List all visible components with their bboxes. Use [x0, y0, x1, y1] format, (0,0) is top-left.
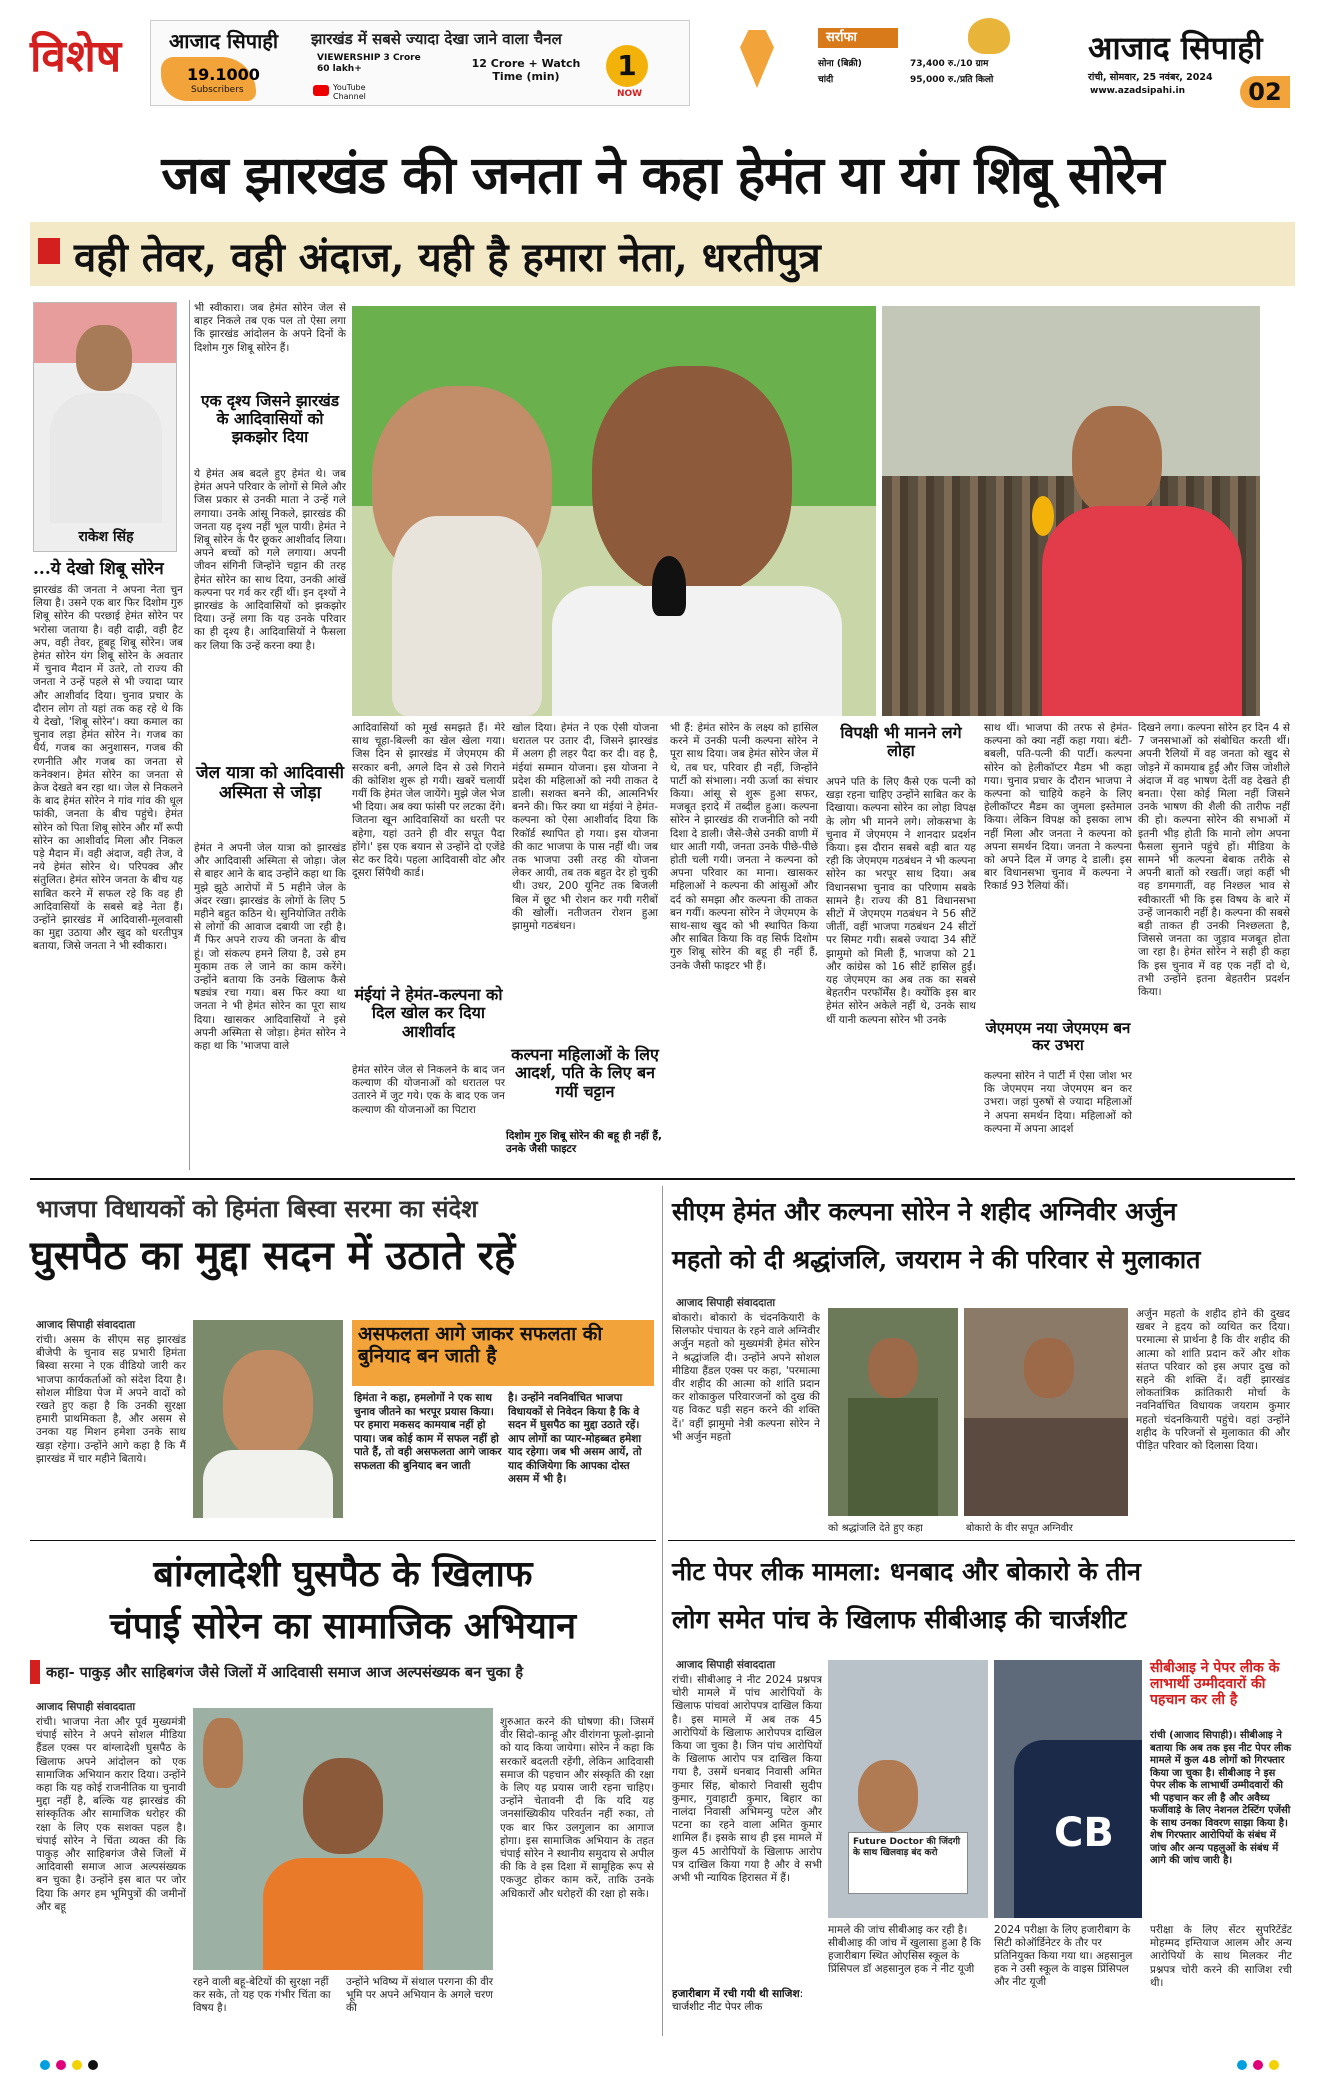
himanta-photo [193, 1320, 343, 1518]
story5-subhead [672, 1988, 822, 2014]
story4-headline-2: चंपाई सोरेन का सामाजिक अभियान [109, 1605, 577, 1647]
story2-headline: घुसपैठ का मुद्दा सदन में उठाते रहें [30, 1232, 516, 1279]
story4-text-b: शुरुआत करने की घोषणा की। जिसमें वीर सिदो-कान्हू और वीरांगना फूलो-झानो को याद किया जायेगा। सोरेन ने कहा कि सरकारें बदलती रहेंगी, लेकिन आदिवासी समाज की पहचान और संस्कृति की रक्षा के लिए यह प्रयास जारी रहना चाहिए। उन्होंने चेतावनी दी कि यदि यह जनसांख्यिकीय परिवर्तन नहीं रुका, तो एक बार फिर उलगुलान का आगाज होगा। इस सामाजिक अभियान के तहत चंपाई सोरेन ने स्थानीय समुदाय से अपील की कि वे इस दिशा में सामूहिक रूप से एकजुट होकर काम करें, ताकि उनके अधिकारों और धरोहरों की रक्षा हो सके। [500, 1716, 654, 1900]
story3-text-a: बोकारो। बोकारो के चंदनकियारी के सिलफोर पंचायत के रहने वाले अग्निवीर अर्जुन महतो को मुख्यमंत्री हेमंत सोरेन ने श्रद्धांजलि दी। उन्होंने अपने सोशल मीडिया हैंडल एक्स पर कहा, 'परमात्मा वीर शहीद की आत्मा को शांति प्रदान कर शोकाकुल परिवारजनों को दुख की यह विकट घड़ी सहन करने की शक्ति दें।' वहीं झामुमो नेत्री कल्पना सोरेन ने भी अर्जुन महतो [672, 1312, 820, 1443]
sarafa-box [818, 28, 1018, 104]
soldier-photo [828, 1308, 958, 1516]
story5-caption: मामले की जांच सीबीआइ कर रही है। सीबीआइ की जांच में खुलासा हुआ है कि हजारीबाग स्थित ओएसिस स्कूल के प्रिंसिपल डॉ अहसानुल हक ने नीट यूजी [828, 1924, 981, 1975]
col3-text-a: आदिवासियों को मूर्ख समझते हैं। मेरे साथ चूहा-बिल्ली का खेल खेला गया। जिस दिन से झारखंड में जेएमएम की सरकार बनी, अगले दिन से उसे गिराने की कोशिश शुरू हो गयी। खबरें चलायीं गयीं कि हेमंत जेल जायेंगे। मुझे जेल भेज भी दिया। अब क्या फांसी पर लटका देंगे। जितना खून आदिवासियों का धरती पर बहेगा, यहां उतने ही वीर सपूत पैदा होंगे।' इस एक बयान से उन्होंने दो एजेंडे सेट कर दिये। पहला आदिवासी वोट और दूसरा सिंपैथी कार्ड। [352, 722, 505, 880]
col7-text-b: कल्पना सोरेन ने पार्टी में ऐसा जोश भर कि जेएमएम नया जेएमएम बन कर उभरा। जहां पुरुषों से ज्यादा महिलाओं ने अपना समर्थन दिया। महिलाओं को कल्पना में अपना आदर्श [984, 1070, 1132, 1135]
page-number-badge [1240, 76, 1290, 108]
photo-face [303, 1758, 383, 1854]
story5-side-head: सीबीआइ ने पेपर लीक के लाभार्थी उम्मीदवारों की पहचान कर ली है [1150, 1660, 1280, 1709]
story4-headline-1: बांग्लादेशी घुसपैठ के खिलाफ [153, 1553, 533, 1595]
photo-kalpana-body [1042, 506, 1242, 716]
col2-subhead: एक दृश्य जिसने झारखंड के आदिवासियों को झकझोर दिया [200, 391, 340, 446]
paper-name: आजाद सिपाही [1088, 29, 1263, 67]
ad-subscribers-label: Subscribers [191, 85, 244, 95]
lead-photo-kalpana [882, 306, 1260, 716]
story5-caption2: 2024 परीक्षा के लिए हजारीबाग के सिटी कोऑर्डिनेटर के तौर पर प्रतिनियुक्त किया गया था। अहसानुल हक ने उसी स्कूल के वाइस प्रिंसिपल और नीट यूजी [994, 1924, 1133, 1988]
ad-tagline: झारखंड में सबसे ज्यादा देखा जाने वाला चैनल [311, 30, 562, 48]
photo-garland [263, 1858, 423, 1970]
story4-deck-bar [30, 1660, 40, 1684]
story3-caption1: को श्रद्धांजलि देते हुए कहा [828, 1523, 923, 1534]
ad-subscribers: 19.1000 [187, 65, 260, 84]
story5-subhead-bold: हजारीबाग में रची गयी थी साजिश [672, 1988, 800, 2000]
story3-text-b: अर्जुन महतो के शहीद होने की दुखद खबर ने हृदय को व्यथित कर दिया। परमात्मा से प्रार्थना है कि वीर शहीद की आत्मा को शांति प्रदान करें और शोक संतप्त परिवार को इस अपार दुख को सहने की शक्ति दें। वहीं झारखंड लोकतांत्रिक क्रांतिकारी मोर्चा के नवनिर्वाचित विधायक जयराम कुमार महतो चंदनकियारी पहुंचे। वहां उन्होंने शहीद के परिजनों से मुलाकात की और पीड़ित परिवार को दिलासा दिया। [1136, 1308, 1290, 1453]
ad-now: NOW [617, 89, 643, 99]
story2-quote-head: असफलता आगे जाकर सफलता की बुनियाद बन जाती है [358, 1323, 603, 1367]
col2-text-b: ये हेमंत अब बदले हुए हेमंत थे। जब हेमंत अपने परिवार के लोगों से मिले और जिस प्रकार से उनकी माता ने उन्हें गले लगाया। उनके आंसू निकले, झारखंड की जनता यह दृश्य नहीं भूल पायी। हेमंत ने शिबू सोरेन के पैर छूकर आशीर्वाद लिया। अपने बच्चों को गले लगाया। अपनी जीवन संगिनी जिन्होंने चट्टान की तरह हेमंत सोरेन का साथ दिया, उनकी आंखें कल्पना पर गर्व कर रहीं थीं। इन दृश्यों ने झारखंड के आदिवासियों को झकझोर दिया। उन्हें लगा कि यह उनके परिवार का ही दृश्य है। आदिवासियों ने फैसला कर लिया कि उन्हें करना क्या है। [194, 468, 346, 652]
gold-label: सोना (बिक्री) [818, 59, 862, 69]
story4-caption: रहने वाली बहू-बेटियों की सुरक्षा नहीं कर सके, तो यह एक गंभीर चिंता का विषय है। [193, 1976, 331, 2014]
divider [662, 1186, 663, 2036]
story4-text-a: रांची। भाजपा नेता और पूर्व मुख्यमंत्री चंपाई सोरेन ने अपने सोशल मीडिया हैंडल एक्स पर बांग्लादेशी घुसपैठ के खिलाफ अपने आंदोलन को एक सामाजिक अभियान करार दिया। उन्होंने कहा कि यह कोई राजनीतिक या चुनावी मुद्दा नहीं है, बल्कि यह झारखंड की सांस्कृतिक और सामाजिक धरोहर की रक्षा के लिए एक सशक्त पहल है। चंपाई सोरेन ने चिंता व्यक्त की कि पाकुड़ और साहिबगंज जैसे जिलों में आदिवासी समाज आज अल्पसंख्यक बन चुका है। उन्होंने इस बात पर जोर दिया कि अगर हम भूमिपुत्रों की जमीनों और बहू [36, 1716, 186, 1913]
silver-label: चांदी [818, 75, 834, 85]
col2-text-c: हेमंत ने अपनी जेल यात्रा को झारखंड और आदिवासी अस्मिता से जोड़ा। जेल से बाहर आने के बाद उन्होंने कहा था कि मुझे झूठे आरोपों में 5 महीने जेल के अंदर रखा। झारखंड के लोगों के लिए 5 महीने बहुत कठिन थे। सुनियोजित तरीके से लोगों की आवाज दबायी जा रही है। मैं फिर अपने राज्य की जनता के बीच हूं। जो संकल्प हमने लिया है, उसे हम मुकाम तक ले जाने का काम करेंगे। उन्होंने बताया कि उनके खिलाफ कैसे षड्यंत्र रचा गया। बस फिर क्या था जनता ने भी हेमंत सोरेन का पूरा साथ दिया। खासकर आदिवासियों ने इसे अपनी अस्मिता से जोड़ा। हेमंत सोरेन ने कहा था कि 'भाजपा वाले [194, 842, 346, 1053]
col6-text: अपने पति के लिए कैसे एक पत्नी को खड़ा रहना चाहिए उन्होंने साबित कर के दिखाया। कल्पना सोरेन का लोहा विपक्ष के लोग भी मानने लगे। लोकसभा के चुनाव में जेएमएम ने शानदार प्रदर्शन किया। इस दौरान सबसे बड़ी बात यह रही कि जेएमएम गठबंधन ने भी कल्पना सोरेन का भरपूर साथ दिया। अब विधानसभा चुनाव का परिणाम सबके सामने है। राज्य की 81 विधानसभा सीटों में जेएमएम गठबंधन ने 56 सीटें जीतीं, वहीं भाजपा गठबंधन 24 सीटों पर सिमट गयी। सबसे ज्यादा 34 सीटें झामुमो को मिली हैं, भाजपा को 21 और कांग्रेस को 16 सीटें हासिल हुईं। यह जेएमएम का अब तक का सबसे बेहतरीन परफॉर्मेंस है। क्योंकि इस बार हेमंत सोरेन अकेले नहीं थे, उनके साथ थीं यानी कल्पना सोरेन भी उनके [826, 776, 976, 1026]
col2-subhead2: जेल यात्रा को आदिवासी अस्मिता से जोड़ा [196, 763, 344, 803]
story2-quote-col1: हिमंता ने कहा, हमलोगों ने एक साथ चुनाव जीतने का भरपूर प्रयास किया। पर हमारा मकसद कामयाब नहीं हो पाया। जब कोई काम में सफल नहीं हो पाते हैं, तो वही असफलता आगे जाकर सफलता की बुनियाद बन जाती [354, 1392, 502, 1472]
author-body [50, 393, 162, 523]
author-name: राकेश सिंह [78, 529, 134, 545]
photo-face [868, 1338, 918, 1398]
protest-sign-text: Future Doctor की जिंदगी के साथ खिलवाड़ बंद करो [853, 1837, 961, 1858]
story2-kicker: भाजपा विधायकों को हिमंता बिस्वा सरमा का संदेश [36, 1194, 478, 1223]
col2-text-a: भी स्वीकारा। जब हेमंत सोरेन जेल से बाहर निकले तब एक पल तो ऐसा लगा कि झारखंड आंदोलन के अपने दिनों के दिशोम गुरु शिबू सोरेन हैं। [194, 302, 346, 354]
color-dot [1269, 2060, 1279, 2070]
col1-head: ...ये देखो शिबू सोरेन [33, 559, 164, 579]
col5-text: भी हैं: हेमंत सोरेन के लक्ष्य को हासिल करने में उनकी पत्नी कल्पना सोरेन ने पूरा साथ दिया। जब हेमंत सोरेन जेल में थे, तब घर, परिवार ही नहीं, जिन्होंने पार्टी को संभाला। नयी ऊर्जा का संचार किया। आंसू से शुरू हुआ सफर, मजबूत इरादे में तब्दील हुआ। कल्पना सोरेन ने झारखंड की राजनीति को नयी दिशा दे डाली। जैसे-जैसे उनकी वाणी में धार आती गयी, जनता उनके पीछे-पीछे होती चली गयी। जनता ने कल्पना को अपना परिवार का माना। खासकर महिलाओं ने कल्पना की आंसुओं और दर्द को समझा और कल्पना की ताकत बन गयीं। कल्पना सोरेन ने जेएमएम के साथ-साथ खुद को भी स्थापित किया और साबित किया कि वह सिर्फ दिशोम गुरु शिबू सोरेन की बहू ही नहीं हैं, उनके जैसी फाइटर भी हैं। [670, 722, 818, 972]
story5-side-text2: परीक्षा के लिए सेंटर सुपरिटेंडेंट मोहम्मद इम्तियाज आलम और अन्य आरोपियों के साथ मिलकर नीट प्रश्नपत्र चोरी करने की साजिश रची थी। [1150, 1924, 1292, 1989]
section-divider [30, 1178, 1295, 1180]
rank-badge [606, 45, 648, 87]
color-dot [56, 2060, 66, 2070]
photo-hemant-face [592, 366, 792, 596]
photo-people [964, 1418, 1128, 1516]
col4-text: खोल दिया। हेमंत ने एक ऐसी योजना धरातल पर उतार दी, जिसने झारखंड में अलग ही लहर पैदा कर दी। वह है, मंईयां सम्मान योजना। इस योजना ने प्रदेश की महिलाओं को नयी ताकत दे डाली। सशक्त बनने की, आत्मनिर्भर बनने की। फिर क्या था मंईयां ने हेमंत-कल्पना को ऐसा आशीर्वाद दिया कि रिकॉर्ड स्थापित हो गया। इस योजना की काट भाजपा के पास नहीं थी। जब तक भाजपा उसी तरह की योजना लेकर आयी, तब तक बहुत देर हो चुकी थी। उधर, 200 यूनिट तक बिजली बिल में छूट भी रोशन कर गयी गरीबों की खोलीं। नतीजतन रोशन हुआ झामुमो गठबंधन। [512, 722, 658, 933]
divider [189, 300, 190, 1170]
photo-body [203, 1450, 333, 1518]
page-number: 02 [1248, 78, 1282, 106]
silver-price: 95,000 रु./प्रति किलो [910, 75, 994, 85]
microphone-icon [1032, 496, 1054, 536]
photo-face [858, 1760, 918, 1832]
story5-byline: आजाद सिपाही संवाददाता [676, 1659, 776, 1671]
gold-price: 73,400 रु./10 ग्राम [910, 59, 989, 69]
color-dot [72, 2060, 82, 2070]
cbi-logo-text: CB [1054, 1810, 1114, 1856]
col4-subhead: कल्पना महिलाओं के लिए आदर्श, पति के लिए बन गयीं चट्टान [511, 1045, 659, 1101]
website[interactable]: www.azadsipahi.in [1090, 86, 1185, 96]
story3-headline-2: महतो को दी श्रद्धांजलि, जयराम ने की परिवार से मुलाकात [672, 1245, 1201, 1274]
story2-quote-col2: है। उन्होंने नवनिर्वाचित भाजपा विधायकों से निवेदन किया है कि वे सदन में घुसपैठ का मुद्दा उठाते रहें। आप लोगों का प्यार-मोहब्बत हमेशा याद रहेगा। जब भी असम आयें, तो याद कीजियेगा कि आपका दोस्त असम में भी है। [508, 1392, 642, 1485]
col3-subhead: मंईयां ने हेमंत-कल्पना को दिल खोल कर दिया आशीर्वाद [354, 985, 503, 1041]
story2-text: रांची। असम के सीएम सह झारखंड बीजेपी के चुनाव सह प्रभारी हिमंता बिस्वा सरमा ने एक वीडियो जारी कर भाजपा कार्यकर्ताओं को संदेश दिया है। सोशल मीडिया पेज में अपने वादों को रखते हुए कहा है कि उनकी सुरक्षा हमारी प्राथमिकता है, और असम से उनका यह मिशन हमेशा उनके साथ खड़ा रहेगा। उन्होंने आगे कहा है कि मैं झारखंड में चार महीने बिताये। [36, 1334, 186, 1465]
story4-byline: आजाद सिपाही संवाददाता [36, 1701, 136, 1713]
lead-subheadline-banner [30, 222, 1295, 286]
rank-number: 1 [617, 49, 637, 82]
ad-viewership: VIEWERSHIP 3 Crore 60 lakh+ [317, 53, 421, 74]
photo-face [223, 1350, 313, 1460]
dateline: रांची, सोमवार, 25 नवंबर, 2024 [1088, 72, 1213, 83]
story4-caption2: उन्होंने भविष्य में संथाल परगना की वीर भूमि पर अपने अभियान के अगले चरण की [346, 1976, 494, 2014]
col3-text-b: हेमंत सोरेन जेल से निकलने के बाद जन कल्याण की योजनाओं को धरातल पर उतारने में जुट गये। एक के बाद एक जन कल्याण की योजनाओं का पिटारा [352, 1064, 505, 1116]
ad-youtube: YouTube Channel [333, 83, 366, 101]
col7-subhead: जेएमएम नया जेएमएम बन कर उभरा [985, 1019, 1131, 1055]
channel-ad[interactable] [150, 20, 690, 106]
section-divider [30, 1540, 656, 1541]
protest-photo [828, 1660, 988, 1918]
protest-sign [848, 1832, 968, 1894]
pen-logo [712, 20, 802, 106]
photo-face [1024, 1338, 1074, 1398]
pen-nib-icon [740, 30, 774, 88]
lead-photo-hemant [352, 306, 876, 716]
author-head [76, 325, 132, 391]
coin-bag-icon [968, 18, 1010, 54]
family-photo [964, 1308, 1128, 1516]
lead-subheadline: वही तेवर, वही अंदाज, यही है हमारा नेता, धरतीपुत्र [74, 234, 821, 281]
col8-text: दिखने लगा। कल्पना सोरेन हर दिन 4 से 7 जनसभाओं को संबोधित करती थीं। अपनी रैलियों में वह जनता को खुद से जोड़ने में कामयाब हुईं और जिस जोशीले अंदाज में वह भाषण देतीं वह देखते ही बनता। ऐसा कोई मिला नहीं जिसने उनके भाषण की शैली की तारीफ नहीं की हो। कल्पना सोरेन की सभाओं में इतनी भीड़ होती कि मानो लोग अपना फैसला सुनाने पहुंचे हों। मीडिया के सामने भी कल्पना बेबाक तरीके से अपनी बातों को रखतीं। जहां कहीं भी वह डगमगातीं, वह निश्छल भाव से स्वीकारतीं भी कि इस विषय के बारे में उन्हें जानकारी नहीं है। कल्पना की सबसे बड़ी ताकत ही उनकी निश्छलता है, जिससे जनता का जुड़ाव मजबूत होता जा रहा है। हेमंत सोरेन ने सही ही कहा कि इस चुनाव में वह एक नहीं दो थे, तभी उन्होंने इतना बेहतरीन प्रदर्शन किया। [1138, 722, 1290, 999]
color-dot [40, 2060, 50, 2070]
story5-side-text: रांची (आजाद सिपाही)। सीबीआइ ने बताया कि अब तक इस नीट पेपर लीक मामले में कुल 48 लोगों को गिरफ्तार किया जा चुका है। सीबीआइ ने इस पेपर लीक के लाभार्थी उम्मीदवारों की भी पहचान कर ली है और अवैध्य फर्जीवाड़े के लिए नेशनल टेस्टिंग एजेंसी के साथ उनका विवरण साझा किया है। शेष गिरफ्तार आरोपियों के संबंध में जांच और अन्य पहलुओं के संबंध में आगे की जांच जारी है। [1150, 1730, 1292, 1866]
story3-caption2: बोकारो के वीर सपूत अग्निवीर [966, 1523, 1073, 1534]
champai-photo [193, 1708, 493, 1970]
cbi-photo [994, 1660, 1142, 1918]
photo-sky [882, 306, 1260, 476]
color-dot [88, 2060, 98, 2070]
photo-elder-beard [392, 516, 542, 716]
photo-hemant-body [552, 586, 842, 716]
masthead [0, 0, 1325, 110]
story5-headline-2: लोग समेत पांच के खिलाफ सीबीआइ की चार्जशीट [672, 1605, 1127, 1634]
author-photo [33, 302, 177, 552]
story5-side-box [1150, 1660, 1292, 1922]
col6-subhead: विपक्षी भी मानने लगे लोहा [840, 723, 962, 761]
color-dot [1253, 2060, 1263, 2070]
section-divider [668, 1540, 1295, 1541]
story5-headline-text-1: नीट पेपर लीक मामला: धनबाद और बोकारो के तीन [672, 1557, 1141, 1586]
sarafa-label: सर्राफा [818, 28, 898, 48]
photo-uniform [848, 1398, 938, 1516]
story3-headline-1: सीएम हेमंत और कल्पना सोरेन ने शहीद अग्निवीर अर्जुन [672, 1197, 1177, 1226]
story5-subhead-text: : चार्जशीट नीट पेपर लीक [672, 1988, 804, 2013]
youtube-icon [313, 85, 329, 96]
color-dot [1237, 2060, 1247, 2070]
story2-quote-box [352, 1320, 654, 1386]
microphone-icon [652, 556, 686, 616]
section-label: विशेष [30, 31, 122, 82]
ad-brand: आजाद सिपाही [169, 29, 279, 53]
story3-byline: आजाद सिपाही संवाददाता [676, 1297, 776, 1309]
story4-deck: कहा- पाकुड़ और साहिबगंज जैसे जिलों में आदिवासी समाज आज अल्पसंख्यक बन चुका है [46, 1665, 524, 1681]
col1-text: झारखंड की जनता ने अपना नेता चुन लिया है। उसने एक बार फिर दिशोम गुरु शिबू सोरेन की परछाई हेमंत सोरेन पर भरोसा जताया है। वही दाढ़ी, वही हैट अप, वही तेवर, हूबहू शिबू सोरेन। जब हेमंत सोरेन यंग शिबू सोरेन के अवतार में चुनाव मैदान में उतरे, तो राज्य की जनता ने उन्हें पहले से भी ज्यादा प्यार और आशीर्वाद दिया। चुनाव प्रचार के दौरान लोग तो यहां तक कह रहे थे कि ये देखो, 'शिबू सोरेन'। क्या कमाल का चुनाव लड़ा हेमंत सोरेन ने। गजब का धैर्य, गजब का अनुशासन, गजब की रणनीति और गजब का जनता से कनेक्शन। हेमंत सोरेन का जनता से क्रेज देखते बन रहा था। जेल से निकलने के बाद हेमंत सोरेन ने गांव गांव की धूल फांकी, जनता के बीच पहुंचे। हेमंत सोरेन को पिता शिबू सोरेन और माँ रूपी सोरेन का आशीर्वाद मिला और निकल पड़े मैदान में। वही अंदाज, वही तेज, वे नये हेमंत सोरेन थे। परिपक्व और संतुलित। हेमंत सोरेन जनता के बीच यह साबित करने में सफल रहे कि वह ही आदिवासियों के सबसे बड़े नेता हैं। उन्होंने झारखंड में आदिवासी-मूलवासी का मुद्दा उठाया और खुद को धरतीपुत्र बताया, जिसे जनता ने भी स्वीकारा। [33, 584, 183, 953]
ad-watch-time: 12 Crore + Watch Time (min) [471, 57, 581, 83]
photo-kalpana-face [1072, 406, 1162, 516]
story5-text-a: रांची। सीबीआइ ने नीट 2024 प्रश्नपत्र चोरी मामले में पांच आरोपियों के खिलाफ पांचवां आरोपपत्र दाखिल किया है। इस मामले में अब तक 45 आरोपियों के खिलाफ आरोपपत्र दाखिल किया जा चुका है। जिन पांच आरोपियों के खिलाफ आरोप पत्र दाखिल किया गया है, उसमें धनबाद निवासी अमित कुमार सिंह, बोकारो निवासी सुदीप कुमार, गुवाहाटी कुमार, बिहार का नालंदा निवासी अभिमन्यु पटेल और पटना का रहने वाला अमित कुमार शामिल हैं। इसके साथ ही इस मामले में कुल 45 आरोपियों के खिलाफ आरोप पत्र दाखिल किया गया है और वे सभी अभी भी न्यायिक हिरासत में हैं। [672, 1674, 822, 1885]
col4-subhead-tail: दिशोम गुरु शिबू सोरेन की बहू ही नहीं हैं, उनके जैसी फाइटर [506, 1130, 662, 1155]
story5-headline-1 [672, 1554, 1141, 1588]
story2-byline: आजाद सिपाही संवाददाता [36, 1319, 136, 1331]
lead-headline: जब झारखंड की जनता ने कहा हेमंत या यंग शिबू सोरेन [161, 145, 1164, 206]
photo-hand [203, 1718, 243, 1788]
col7-text-a: साथ थीं। भाजपा की तरफ से हेमंत-कल्पना को क्या नहीं कहा गया। बंटी-बबली, पति-पत्नी की पार्टी। कल्पना सोरेन को हेलीकॉप्टर मैडम भी कहा गया। चुनाव प्रचार के दौरान भाजपा ने कल्पना को चाहिये कहने के लिए हेलीकॉप्टर मैडम का जुमला इस्तेमाल किया। लेकिन विपक्ष को इसका लाभ नहीं मिला और जनता ने कल्पना को अपना समर्थन दिया। जनता ने कल्पना को अपने दिल में जगह दे डाली। इस बार विधानसभा चुनाव में कल्पना ने रिकार्ड 93 रैलियां कीं। [984, 722, 1132, 893]
registration-marks [40, 2060, 1285, 2074]
red-square-icon [38, 238, 60, 264]
